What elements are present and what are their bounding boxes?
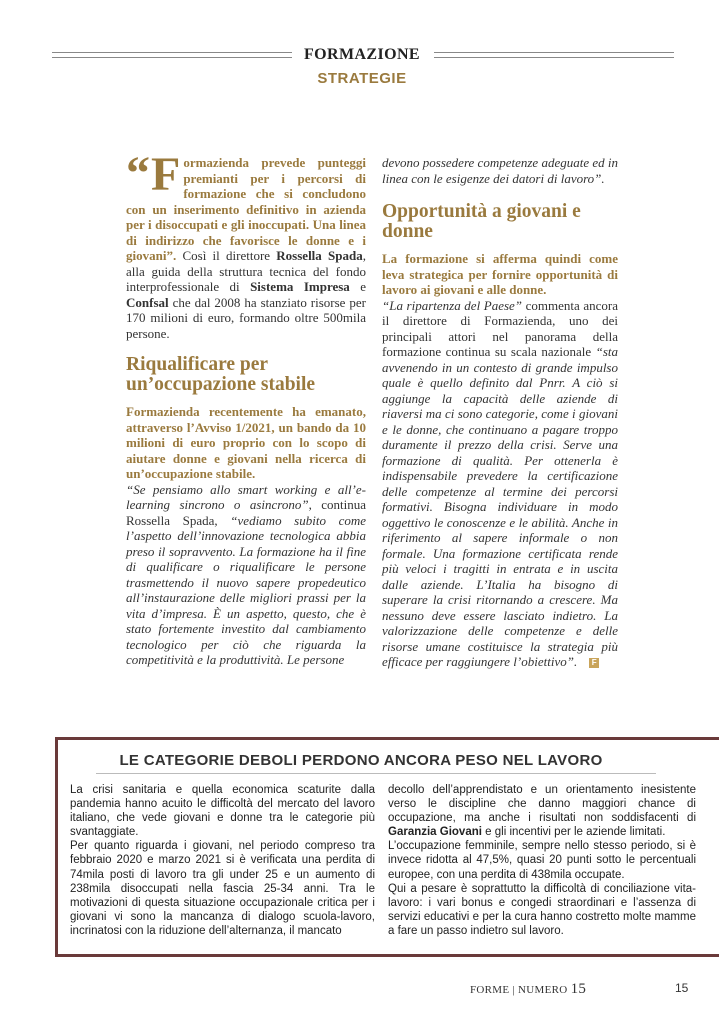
intro-text: , alla guida della struttura tecnica del fondo interprofessionale di	[126, 248, 366, 294]
article-column-right	[382, 155, 618, 670]
end-mark-icon: F	[589, 658, 599, 668]
drop-quote-mark: “	[126, 147, 150, 200]
box-text: decollo dell’apprendistato e un orientamento inesistente verso le discipline che danno maggiori chance di occupazione, ma anche i risultati non soddisfacenti di	[388, 784, 696, 825]
subheading-riqualificare: Riqualificare per un’occupazione stabile	[126, 354, 316, 395]
box-paragraph: Qui a pesare è soprattutto la difficoltà di conciliazione vita-lavoro: i vari bonus e congedi straordinari e l’assenza di servizi educativi e per la cura hanno costretto molte mamme a fare un passo indietro sul lavoro.	[388, 882, 696, 937]
paragraph-riqualificare	[126, 404, 366, 668]
box-paragraph	[388, 783, 696, 839]
subheading-opportunita: Opportunità a giovani e donne	[382, 201, 581, 242]
drop-cap: F	[151, 148, 181, 201]
article-column-left	[126, 147, 366, 668]
box-text: e gli incentivi per le aziende limitati.	[481, 826, 666, 839]
box-title-rule	[96, 773, 656, 774]
intro-paragraph	[126, 147, 366, 341]
footer-separator: |	[512, 984, 515, 996]
paragraph-opportunita	[382, 251, 618, 670]
program-name: Garanzia Giovani	[388, 826, 482, 839]
intro-text: Così il direttore	[176, 248, 277, 263]
box-paragraph: La crisi sanitaria e quella economica scaturite dalla pandemia hanno acuito le difficoltà del mercato del lavoro italiano, che vede giovani e donne tra le categorie più svantaggiate.	[70, 784, 375, 839]
page-kicker: FORMAZIONE	[304, 46, 420, 63]
body-text: , continua Rossella Spada,	[126, 497, 366, 528]
intro-text: che dal 2008 ha stanziato risorse per 170 milioni di euro, formando oltre 500mila persone.	[126, 294, 366, 341]
issue-number: 15	[570, 981, 587, 997]
intro-lead: ormazienda prevede punteggi premianti per i percorsi di formazione che si concludono con un inserimento definitivo in azienda per i disoccupati e gli inoccupati. Una linea di indirizzo che favorisce le donne e i giovani”.	[126, 155, 366, 263]
box-paragraph: L’occupazione femminile, sempre nello stesso periodo, si è invece ridotta al 47,5%, quasi 20 punti sotto le percentuali europee, con una perdita di 438mila occupate.	[388, 840, 696, 881]
section-label: STRATEGIE	[317, 70, 407, 87]
person-name: Rossella Spada	[276, 248, 363, 263]
magazine-name: FORME	[470, 984, 510, 996]
quote-text: “sta avvenendo in un contesto di grande impulso quale è quello definito dal Pnrr. A ciò si aggiunge la capacità delle aziende di riaversi ma ci sono categorie, come i giovani e le donne, che continuano a pagare troppo duramente il prezzo della crisi. Serve una formazione di qualità. Per ottenerla è indispensabile prevedere la certificazione delle competenze al termine dei percorsi formativi. Bisogna individuare in modo oggettivo le conoscenze e le abilità. Anche in riferimento al sapere informale o non formale. Una formazione certificata rende più veloci i tragitti in entrata e in uscita dalle aziende. L’Italia ha bisogno di superare la crisi ritornando a crescere. Ma nessuno deve essere lasciato indietro. La valorizzazione delle competenze e delle risorse umane costituisce la strategia più efficace per raggiungere l’obiettivo”.	[382, 344, 618, 669]
lead-text: La formazione si afferma quindi come leva strategica per fornire opportunità di lavoro ai giovani e alle donne.	[382, 251, 618, 297]
org-name: Confsal	[126, 294, 169, 310]
issue-label: NUMERO	[518, 984, 568, 996]
box-title: LE CATEGORIE DEBOLI PERDONO ANCORA PESO NEL LAVORO	[119, 752, 603, 769]
box-column-right	[388, 783, 696, 938]
continued-quote: devono possedere competenze adeguate ed in linea con le esigenze dei datori di lavoro”.	[382, 155, 618, 186]
box-paragraph: Per quanto riguarda i giovani, nel periodo compreso tra febbraio 2020 e marzo 2021 si è verificata una perdita di 74mila posti di lavoro tra gli under 25 e un aumento di 238mila disoccupati nella fascia 25-34 anni. Tra le motivazioni di questa situazione occupazionale critica per i giovani vi sono la mancanza di dialogo scuola-lavoro, incrinatosi con la riduzione dell’alternanza, il mancato	[70, 840, 375, 937]
lead-text: Formazienda recentemente ha emanato, attraverso l’Avviso 1/2021, un bando da 10 milioni di euro proprio con lo scopo di aiutare donne e giovani nella ricerca di un’occupazione stabile.	[126, 404, 366, 481]
page-number: 15	[675, 981, 689, 995]
quote-text: “vediamo subito come l’aspetto dell’innovazione tecnologica abbia preso il sopravvento. La formazione ha il fine di qualificare o riqualificare le persone trasmettendo il nuovo sapere propedeutico all’instaurazione delle migliori prassi per la vita d’impresa. È un aspetto, questo, che è stato fortemente investito dal cambiamento tecnologico per ciò che riguarda la competitività e la produttività. Le persone	[126, 512, 366, 667]
body-text: commenta ancora il direttore di Formazienda, uno dei principali attori nel panorama della formazione continua su scala nazionale	[382, 297, 618, 359]
quote-text: “La ripartenza del Paese”	[382, 297, 523, 313]
intro-text: e	[349, 279, 366, 294]
org-name: Sistema Impresa	[250, 279, 350, 294]
box-column-left	[70, 783, 375, 938]
footer-masthead	[470, 981, 586, 998]
quote-text: “Se pensiamo allo smart working e all’e-learning sincrono o asincrono”	[126, 481, 366, 512]
